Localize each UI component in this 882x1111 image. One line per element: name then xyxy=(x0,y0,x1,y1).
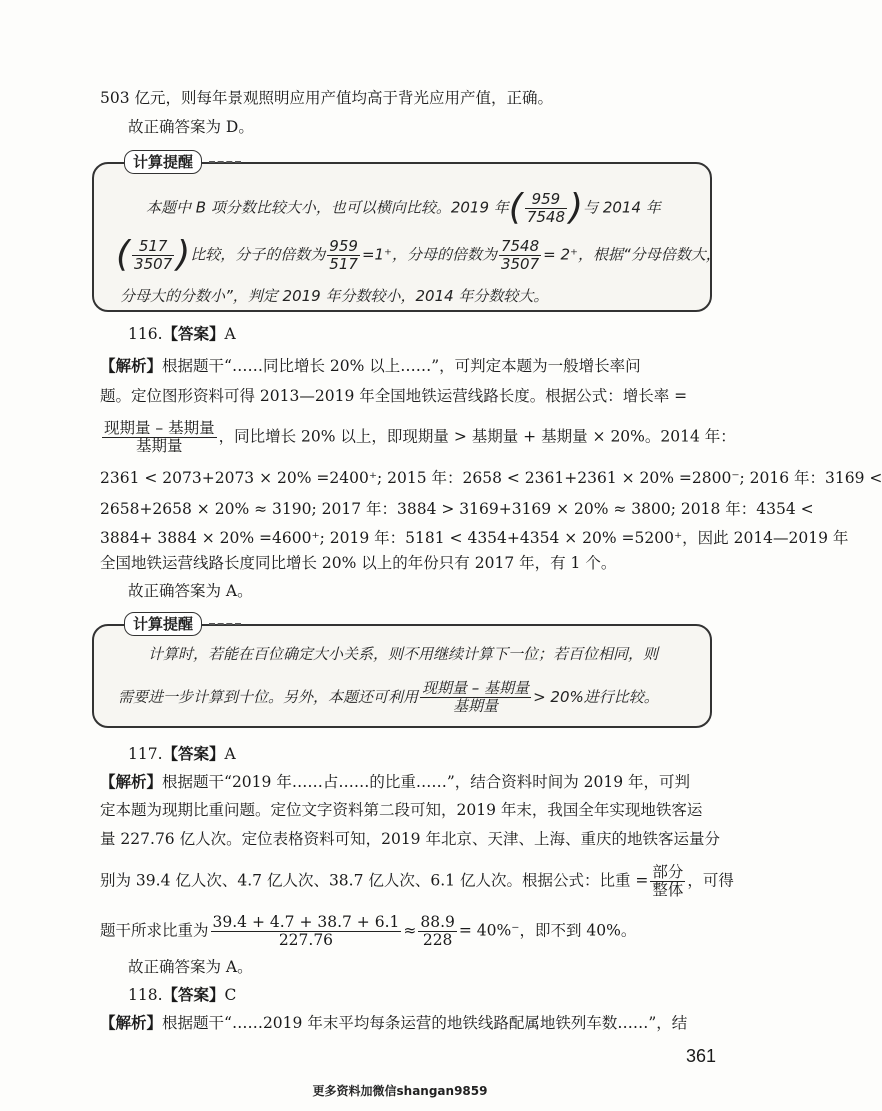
answer-value: A xyxy=(224,745,236,763)
fraction-numerator: 959 xyxy=(525,191,567,209)
fraction-numerator: 现期量 – 基期量 xyxy=(104,419,215,437)
tip-line xyxy=(146,187,661,228)
fraction-denominator: 基期量 xyxy=(453,697,499,715)
tip-text: 本题中 B 项分数比较大小，也可以横向比较。2019 年 xyxy=(146,198,509,217)
answer-line: 故正确答案为 A。 xyxy=(128,582,253,600)
fraction-numerator: 517 xyxy=(132,238,174,256)
answer-label: 【答案】 xyxy=(162,985,225,1004)
question-heading xyxy=(128,744,236,764)
fraction-numerator: 现期量 – 基期量 xyxy=(422,679,530,697)
fraction xyxy=(650,864,685,899)
tip-text: 需要进一步计算到十位。另外，本题还可利用 xyxy=(118,688,419,706)
analysis-line xyxy=(100,1013,687,1033)
fraction xyxy=(420,680,531,715)
analysis-label: 【解析】 xyxy=(100,356,163,375)
paren-right: ) xyxy=(176,234,191,275)
paragraph-line: 503 亿元，则每年景观照明应用产值均高于背光应用产值，正确。 xyxy=(100,89,554,107)
tip-line xyxy=(116,234,721,275)
question-heading xyxy=(128,324,236,344)
tip-line: 计算时，若能在百位确定大小关系，则不用继续计算下一位；若百位相同，则 xyxy=(148,645,659,663)
analysis-line: 3884+ 3884 × 20% =4600⁺; 2019 年：5181 < 4354+4354 × 20% =5200⁺，因此 2014—2019 年 xyxy=(100,529,849,547)
analysis-label: 【解析】 xyxy=(100,1013,163,1032)
fraction xyxy=(418,914,457,949)
paren-left: ( xyxy=(508,187,523,228)
tip-line xyxy=(118,680,659,715)
answer-label: 【答案】 xyxy=(162,324,225,343)
calc-tip-tag: 计算提醒 xyxy=(124,150,202,174)
question-number: 116. xyxy=(128,325,163,343)
analysis-line xyxy=(100,356,641,376)
paren-left: ( xyxy=(116,234,131,275)
tip-line: 分母大的分数小”，判定 2019 年分数较小，2014 年分数较大。 xyxy=(120,287,549,305)
fraction-numerator: 39.4 + 4.7 + 38.7 + 6.1 xyxy=(212,913,400,931)
page-number: 361 xyxy=(686,1046,717,1066)
question-number: 117. xyxy=(128,745,163,763)
analysis-text: 根据题干“……2019 年末平均每条运营的地铁线路配属地铁列车数……”，结 xyxy=(162,1014,688,1032)
fraction-denominator: 7548 xyxy=(526,207,566,226)
analysis-text: ，同比增长 20% 以上，即现期量 > 基期量 + 基期量 × 20%。2014 年： xyxy=(218,427,736,446)
analysis-label: 【解析】 xyxy=(100,772,163,791)
analysis-text: 别为 39.4 亿人次、4.7 亿人次、38.7 亿人次、6.1 亿人次。根据公式：比重 = xyxy=(100,871,649,890)
tip-text: =1⁺，分母的倍数为 xyxy=(361,245,497,264)
fraction-denominator: 227.76 xyxy=(278,931,334,949)
analysis-line: 2361 < 2073+2073 × 20% =2400⁺; 2015 年：2658 < 2361+2361 × 20% =2800⁻; 2016 年：3169 < xyxy=(100,469,882,487)
analysis-text: ，可得 xyxy=(687,871,734,890)
analysis-line: 全国地铁运营线路长度同比增长 20% 以上的年份只有 2017 年，有 1 个。 xyxy=(100,554,617,572)
fraction-numerator: 88.9 xyxy=(420,913,455,931)
fraction-numerator: 959 xyxy=(329,236,358,255)
fraction xyxy=(327,238,360,273)
fraction-numerator: 部分 xyxy=(652,863,684,881)
answer-line: 故正确答案为 D。 xyxy=(128,118,254,136)
fraction-denominator: 3507 xyxy=(134,254,173,273)
paren-right: ) xyxy=(569,187,584,228)
fraction-denominator: 整体 xyxy=(652,881,684,899)
answer-value: C xyxy=(224,986,237,1004)
footer-text: 更多资料加微信shangan9859 xyxy=(312,1084,488,1098)
fraction-denominator: 517 xyxy=(329,254,358,273)
tip-text: = 2⁺，根据“分母倍数大， xyxy=(543,245,721,264)
analysis-text: 题干所求比重为 xyxy=(100,921,209,940)
answer-line: 故正确答案为 A。 xyxy=(128,958,253,976)
question-number: 118. xyxy=(128,986,163,1004)
calc-tip-tag: 计算提醒 xyxy=(124,612,202,636)
analysis-line: 2658+2658 × 20% ≈ 3190; 2017 年：3884 > 3169+3169 × 20% ≈ 3800; 2018 年：4354 < xyxy=(100,500,814,518)
analysis-line: 量 227.76 亿人次。定位表格资料可知，2019 年北京、天津、上海、重庆的地铁客运量分 xyxy=(100,830,720,848)
question-heading xyxy=(128,985,236,1005)
fraction-denominator: 3507 xyxy=(500,254,540,273)
analysis-text: ≈ xyxy=(403,921,417,940)
fraction-denominator: 基期量 xyxy=(136,437,183,455)
fraction xyxy=(102,420,217,455)
fraction-denominator: 228 xyxy=(422,931,453,949)
analysis-line xyxy=(100,864,734,899)
answer-label: 【答案】 xyxy=(162,744,225,763)
fraction xyxy=(499,238,541,273)
analysis-line xyxy=(100,420,736,455)
answer-value: A xyxy=(224,325,236,343)
tip-text: > 20%进行比较。 xyxy=(533,688,659,706)
analysis-line xyxy=(100,914,636,949)
analysis-line: 题。定位图形资料可得 2013—2019 年全国地铁运营线路长度。根据公式：增长率 = xyxy=(100,387,688,405)
fraction xyxy=(211,914,402,949)
tip-text: 与 2014 年 xyxy=(583,198,661,217)
analysis-line: 定本题为现期比重问题。定位文字资料第二段可知，2019 年末，我国全年实现地铁客运 xyxy=(100,801,703,819)
analysis-line xyxy=(100,772,690,792)
fraction xyxy=(132,238,174,273)
fraction xyxy=(525,191,567,226)
analysis-text: 根据题干“2019 年……占……的比重……”，结合资料时间为 2019 年，可判 xyxy=(162,773,691,791)
analysis-text: = 40%⁻，即不到 40%。 xyxy=(458,921,637,940)
analysis-text: 根据题干“……同比增长 20% 以上……”，可判定本题为一般增长率问 xyxy=(162,357,641,375)
fraction-numerator: 7548 xyxy=(500,236,540,255)
tip-text: 比较，分子的倍数为 xyxy=(190,245,326,264)
